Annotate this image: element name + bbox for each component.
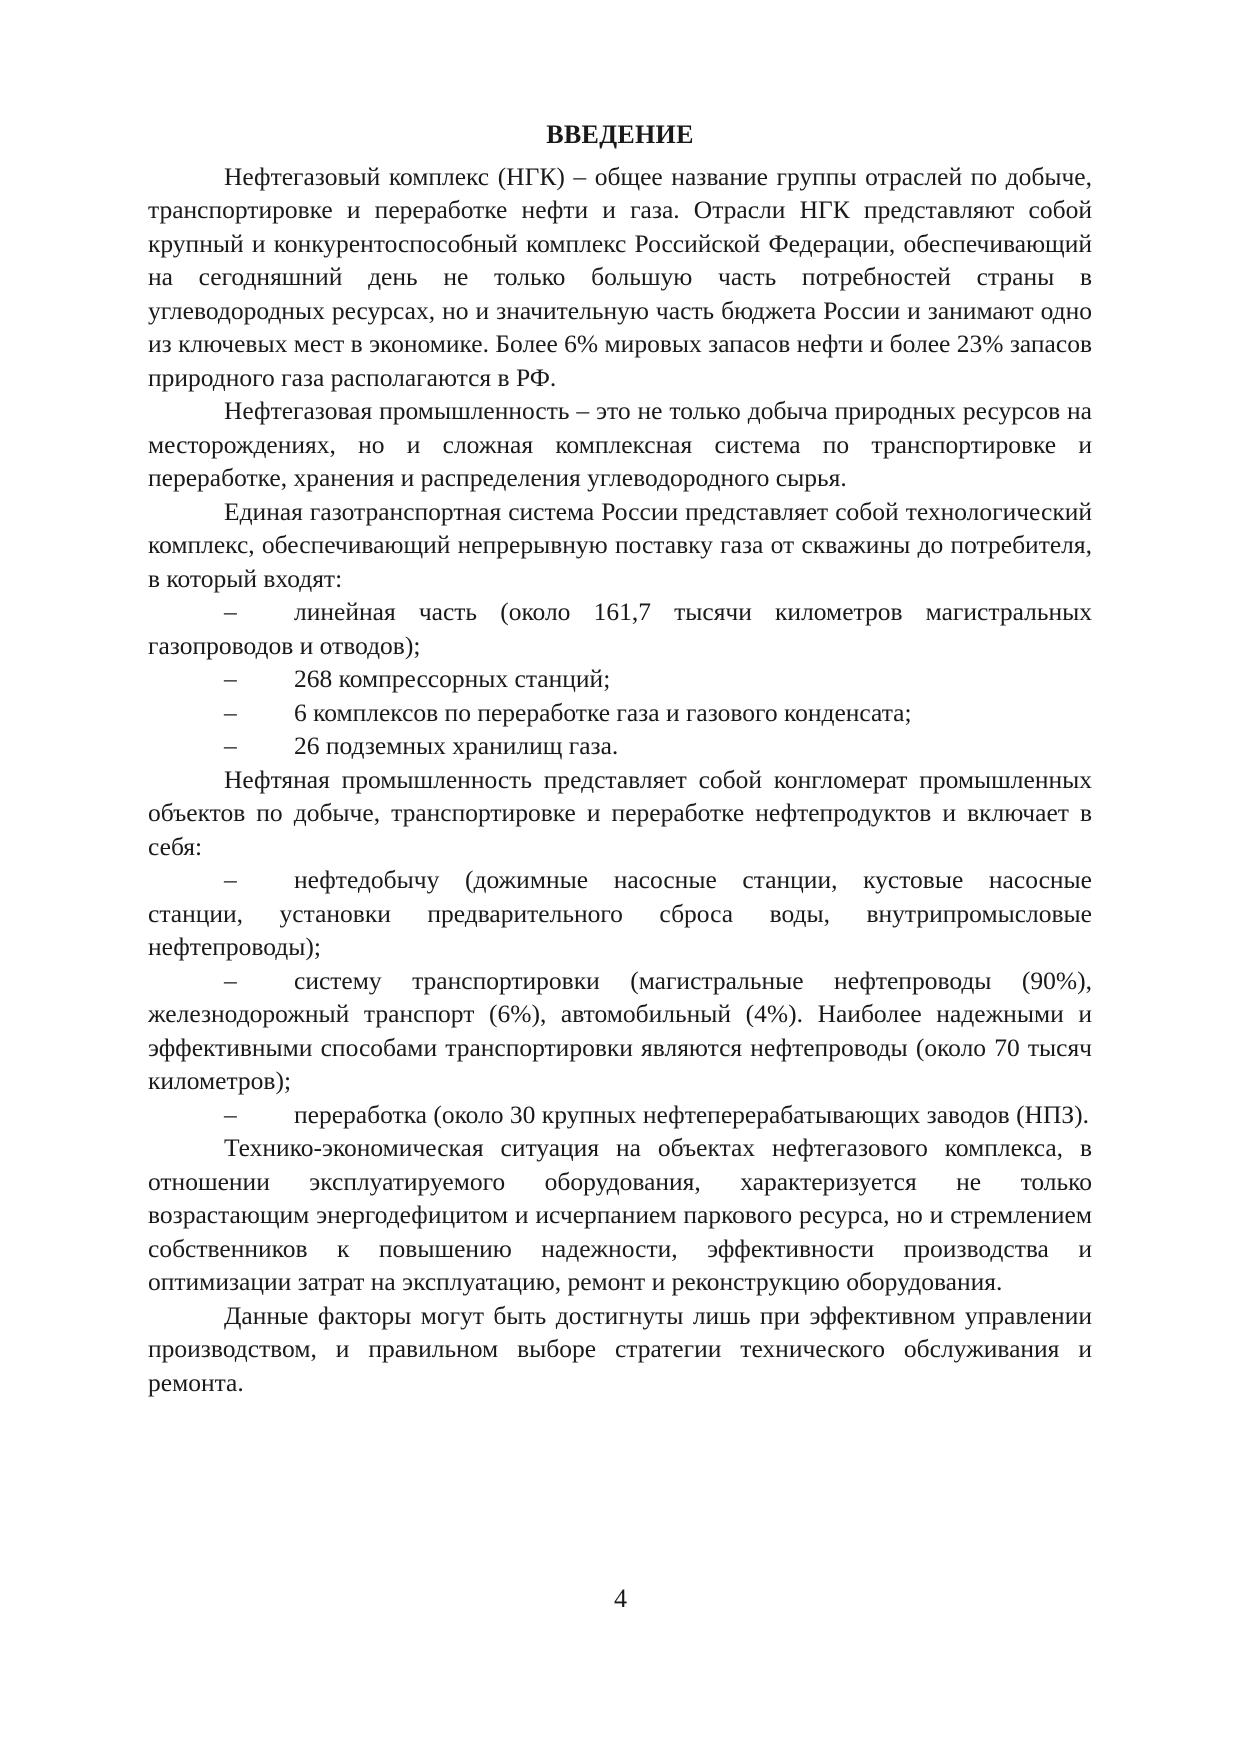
paragraph-factors: Данные факторы могут быть достигнуты лишь при эффективном управлении производством, и правильном выборе стратегии технического обслуживания и ремонта. — [148, 1300, 1092, 1397]
list-item-text: нефтедобычу (дожимные насосные станции, кустовые насосные станции, установки предварительного сброса воды, внутрипромысловые нефтепроводы); — [148, 865, 1092, 961]
page-content — [148, 118, 1092, 1399]
page-title: ВВЕДЕНИЕ — [546, 120, 694, 149]
list-item-text: переработка (около 30 крупных нефтеперерабатывающих заводов (НПЗ). — [294, 1099, 1090, 1129]
list-item-text: линейная часть (около 161,7 тысячи километров магистральных газопроводов и отводов); — [148, 597, 1092, 660]
list-item-text: систему транспортировки (магистральные нефтепроводы (90%), железнодорожный транспорт (6%), автомобильный (4%). Наиболее надежными и эффективными способами транспортировки являются нефтепроводы (около 70 тысяч километров); — [148, 965, 1092, 1095]
list-item — [148, 729, 1092, 763]
list-item-text: 268 компрессорных станций; — [294, 664, 611, 693]
paragraph-oil-industry: Нефтяная промышленность представляет собой конгломерат промышленных объектов по добыче, транспортировке и переработке нефтепродуктов и включает в себя: — [148, 764, 1092, 861]
list-item — [148, 1098, 1092, 1132]
list-item-text: 26 подземных хранилищ газа. — [294, 731, 619, 760]
list-dash: – — [224, 664, 237, 693]
list-dash: – — [224, 697, 237, 727]
list-item — [148, 662, 1092, 696]
paragraph-technical-economic: Технико-экономическая ситуация на объектах нефтегазового комплекса, в отношении эксплуатируемого оборудования, характеризуется не только возрастающим энергодефицитом и исчерпанием паркового ресурса, но и стремлением собственников к повышению надежности, эффективности производства и оптимизации затрат на эксплуатацию, ремонт и реконструкцию оборудования. — [148, 1133, 1092, 1296]
list-item — [148, 964, 1092, 1098]
list-dash: – — [224, 1099, 237, 1129]
list-item — [148, 595, 1092, 662]
paragraph-gas-system: Единая газотранспортная система России представляет собой технологический комплекс, обеспечивающий непрерывную поставку газа от скважины до потребителя, в который входят: — [148, 496, 1092, 593]
list-item-text: 6 комплексов по переработке газа и газового конденсата; — [294, 697, 912, 727]
list-dash: – — [224, 965, 237, 995]
oil-industry-list — [148, 863, 1092, 1131]
paragraph-oil-gas-industry: Нефтегазовая промышленность – это не только добыча природных ресурсов на месторождениях, но и сложная комплексная система по транспортировке и переработке, хранения и распределения углеводородного сырья. — [148, 396, 1092, 492]
list-item — [148, 863, 1092, 964]
list-dash: – — [224, 597, 237, 626]
page-number: 4 — [614, 1584, 627, 1613]
paragraph-intro: Нефтегазовый комплекс (НГК) – общее название группы отраслей по добыче, транспортировке и переработке нефти и газа. Отрасли НГК представляют собой крупный и конкурентоспособный комплекс Российской Федерации, обеспечивающий на сегодняшний день не только большую часть потребностей страны в углеводородных ресурсах, но и значительную часть бюджета России и занимают одно из ключевых мест в экономике. Более 6% мировых запасов нефти и более 23% запасов природного газа располагаются в РФ. — [148, 161, 1092, 392]
list-item — [148, 696, 1092, 730]
gas-system-list — [148, 595, 1092, 763]
list-dash: – — [224, 865, 237, 894]
list-dash: – — [224, 731, 237, 760]
